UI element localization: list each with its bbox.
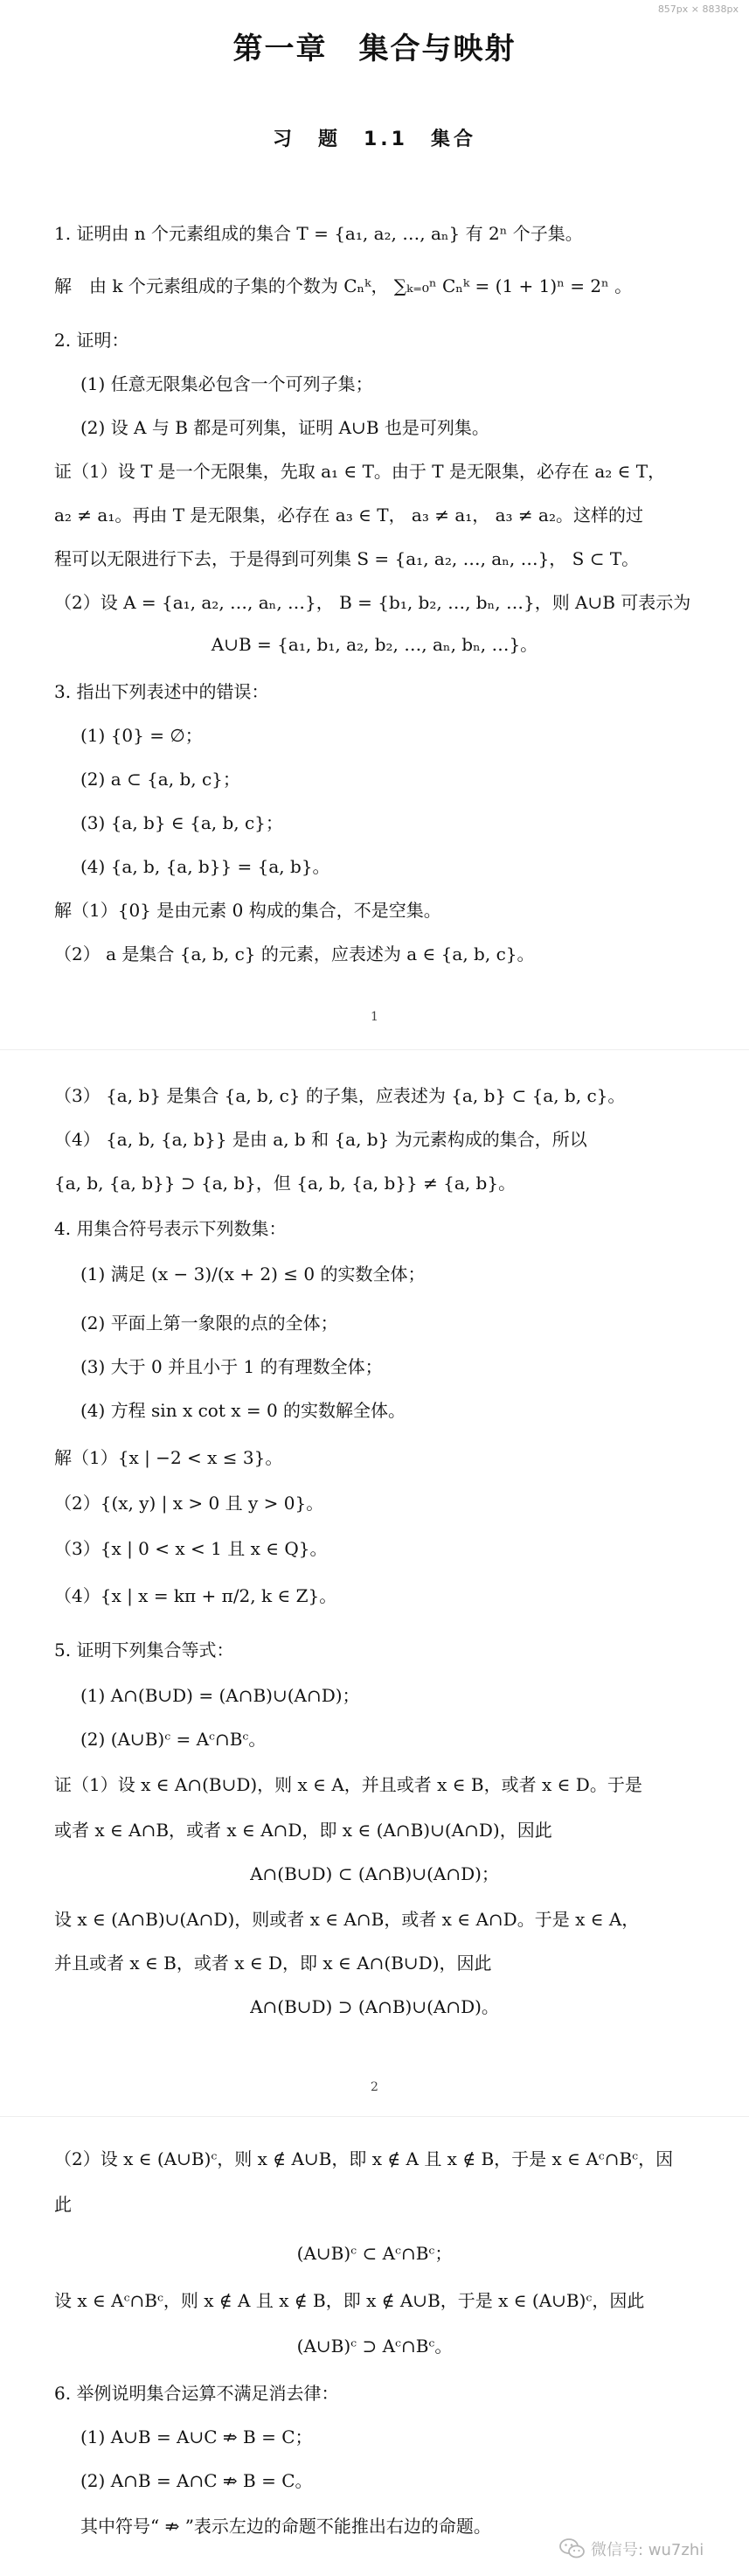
problem-3-item: (1) {0} = ∅； [80, 725, 203, 746]
problem-2-proof-line: 程可以无限进行下去，于是得到可列集 S = {a₁, a₂, …, aₙ, …}， S ⊂ T。 [54, 548, 640, 569]
problem-4-item: (3) 大于 0 并且小于 1 的有理数全体； [80, 1356, 383, 1377]
problem-3-solution-line: （2） a 是集合 {a, b, c} 的元素，应表述为 a ∈ {a, b, c}。 [54, 943, 535, 964]
problem-5-display-equation: A∩(B∪D) ⊃ (A∩B)∪(A∩D)。 [250, 1996, 499, 2017]
problem-2-part-2: (2) 设 A 与 B 都是可列集，证明 A∪B 也是可列集。 [80, 417, 489, 438]
problem-5-display-equation: (A∪B)ᶜ ⊃ Aᶜ∩Bᶜ。 [296, 2336, 453, 2357]
problem-5-proof-line: 并且或者 x ∈ B，或者 x ∈ D，即 x ∈ A∩(B∪D)，因此 [54, 1953, 492, 1974]
problem-4-solution-line: （3）{x | 0 < x < 1 且 x ∈ Q}。 [54, 1538, 328, 1559]
problem-5-item: (1) A∩(B∪D) = (A∩B)∪(A∩D)； [80, 1685, 360, 1706]
problem-2-proof-line: （2）设 A = {a₁, a₂, …, aₙ, …}， B = {b₁, b₂, …, bₙ, …}，则 A∪B 可表示为 [54, 592, 691, 613]
problem-5-statement: 5. 证明下列集合等式： [54, 1640, 234, 1660]
problem-1-solution: 解 由 k 个元素组成的子集的个数为 Cₙᵏ， ∑ₖ₌₀ⁿ Cₙᵏ = (1 + 1)ⁿ = 2ⁿ 。 [54, 275, 633, 296]
problem-5-item: (2) (A∪B)ᶜ = Aᶜ∩Bᶜ。 [80, 1729, 267, 1750]
problem-6-item: (1) A∪B = A∪C ⇏ B = C； [80, 2426, 313, 2447]
problem-3-item: (3) {a, b} ∈ {a, b, c}； [80, 812, 283, 833]
problem-3-item: (2) a ⊂ {a, b, c}； [80, 769, 240, 790]
problem-4-item: (4) 方程 sin x cot x = 0 的实数解全体。 [80, 1400, 406, 1421]
image-dimensions-label: 857px × 8838px [657, 3, 739, 15]
problem-6-statement: 6. 举例说明集合运算不满足消去律： [54, 2383, 339, 2404]
problem-5-display-equation: (A∪B)ᶜ ⊂ Aᶜ∩Bᶜ； [296, 2243, 453, 2264]
problem-1-statement: 1. 证明由 n 个元素组成的集合 T = {a₁, a₂, …, aₙ} 有 2ⁿ 个子集。 [54, 223, 583, 244]
problem-5-proof-line: 或者 x ∈ A∩B，或者 x ∈ A∩D，即 x ∈ (A∩B)∪(A∩D)，因此 [54, 1820, 552, 1841]
problem-5-proof-line: （2）设 x ∈ (A∪B)ᶜ，则 x ∉ A∪B，即 x ∉ A 且 x ∉ B，于是 x ∈ Aᶜ∩Bᶜ，因 [54, 2148, 674, 2169]
problem-5-proof-line: 设 x ∈ (A∩B)∪(A∩D)，则或者 x ∈ A∩B，或者 x ∈ A∩D。于是 x ∈ A， [54, 1909, 640, 1930]
watermark-text: 微信号: wu7zhi [591, 2541, 704, 2559]
problem-4-solution-line: 解（1）{x | −2 < x ≤ 3}。 [54, 1447, 283, 1468]
problem-3-solution-line: {a, b, {a, b}} ⊃ {a, b}，但 {a, b, {a, b}} ≠ {a, b}。 [54, 1173, 517, 1194]
page-number: 1 [371, 1010, 378, 1024]
problem-5-proof-line: 此 [54, 2194, 72, 2215]
problem-4-statement: 4. 用集合符号表示下列数集： [54, 1218, 287, 1239]
wechat-logo-icon [559, 2538, 586, 2560]
problem-2-display-equation: A∪B = {a₁, b₁, a₂, b₂, …, aₙ, bₙ, …}。 [211, 634, 538, 655]
problem-4-solution-line: （2）{(x, y) | x > 0 且 y > 0}。 [54, 1493, 324, 1514]
problem-3-solution-line: （4） {a, b, {a, b}} 是由 a, b 和 {a, b} 为元素构成的集合，所以 [54, 1129, 587, 1150]
problem-3-item: (4) {a, b, {a, b}} = {a, b}。 [80, 856, 330, 877]
problem-2-statement: 2. 证明： [54, 330, 129, 351]
problem-3-solution-line: 解（1）{0} 是由元素 0 构成的集合，不是空集。 [54, 900, 441, 921]
problem-2-proof-line: 证（1）设 T 是一个无限集，先取 a₁ ∈ T。由于 T 是无限集，必存在 a₂ ∈ T， [54, 461, 666, 482]
problem-2-part-1: (1) 任意无限集必包含一个可列子集； [80, 373, 373, 394]
problem-4-solution-line: （4）{x | x = kπ + π/2, k ∈ Z}。 [54, 1585, 337, 1606]
page-separator [0, 1049, 749, 1050]
page-separator [0, 2116, 749, 2117]
problem-5-display-equation: A∩(B∪D) ⊂ (A∩B)∪(A∩D)； [250, 1863, 499, 1884]
problem-3-solution-line: （3） {a, b} 是集合 {a, b, c} 的子集，应表述为 {a, b} ⊂ {a, b, c}。 [54, 1085, 626, 1106]
problem-5-proof-line: 证（1）设 x ∈ A∩(B∪D)，则 x ∈ A，并且或者 x ∈ B，或者 x ∈ D。于是 [54, 1774, 642, 1795]
problem-6-item: (2) A∩B = A∩C ⇏ B = C。 [80, 2470, 313, 2491]
problem-6-note: 其中符号“ ⇏ ”表示左边的命题不能推出右边的命题。 [80, 2516, 491, 2537]
problem-4-item: (1) 满足 (x − 3)/(x + 2) ≤ 0 的实数全体； [80, 1264, 426, 1285]
problem-3-statement: 3. 指出下列表述中的错误： [54, 681, 269, 702]
wechat-watermark [559, 2538, 704, 2560]
chapter-title: 第一章 集合与映射 [232, 31, 517, 66]
problem-5-proof-line: 设 x ∈ Aᶜ∩Bᶜ，则 x ∉ A 且 x ∉ B，即 x ∉ A∪B，于是 x ∈ (A∪B)ᶜ，因此 [54, 2290, 645, 2311]
page-number: 2 [371, 2080, 378, 2094]
problem-2-proof-line: a₂ ≠ a₁。再由 T 是无限集，必存在 a₃ ∈ T， a₃ ≠ a₁， a₃ ≠ a₂。这样的过 [54, 505, 643, 526]
section-title: 习 题 1.1 集合 [273, 129, 476, 150]
problem-4-item: (2) 平面上第一象限的点的全体； [80, 1312, 338, 1333]
